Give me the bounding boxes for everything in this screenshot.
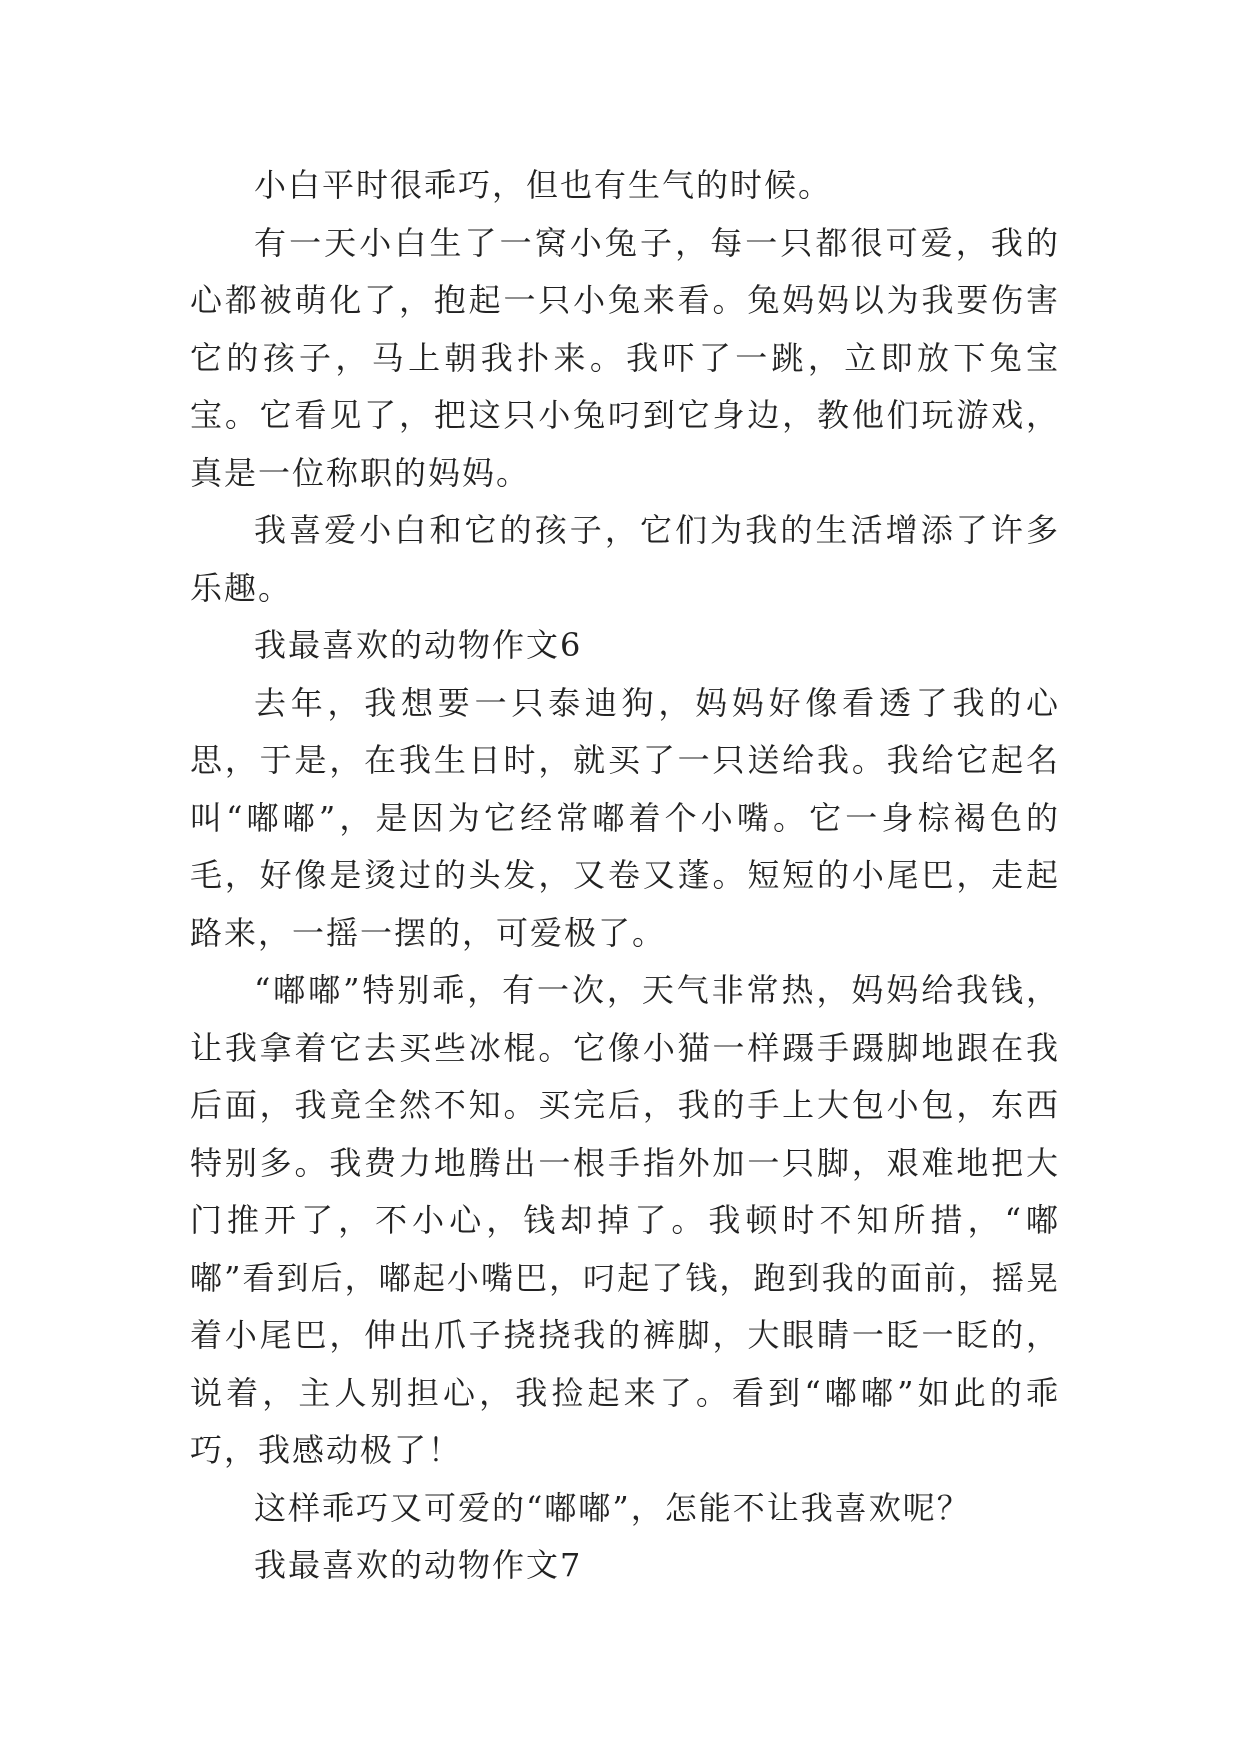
paragraph: 小白平时很乖巧，但也有生气的时候。 <box>254 166 833 204</box>
paragraph: 我喜爱小白和它的孩子，它们为我的生活增添了许多乐趣。 <box>190 511 1060 607</box>
paragraph: “嘟嘟”特别乖，有一次，天气非常热，妈妈给我钱，让我拿着它去买些冰棍。它像小猫一样蹑手蹑脚地跟在我后面，我竟全然不知。买完后，我的手上大包小包，东西特别多。我费力地腾出一根手指外加一只脚，艰难地把大门推开了，不小心，钱却掉了。我顿时不知所措，“嘟嘟”看到后，嘟起小嘴巴，叼起了钱，跑到我的面前，摇晃着小尾巴，伸出爪子挠挠我的裤脚，大眼睛一眨一眨的，说着，主人别担心，我捡起来了。看到“嘟嘟”如此的乖巧，我感动极了！ <box>190 971 1060 1469</box>
paragraph: 有一天小白生了一窝小兔子，每一只都很可爱，我的心都被萌化了，抱起一只小兔来看。兔妈妈以为我要伤害它的孩子，马上朝我扑来。我吓了一跳，立即放下兔宝宝。它看见了，把这只小兔叼到它身边，教他们玩游戏，真是一位称职的妈妈。 <box>190 223 1060 492</box>
section-heading: 我最喜欢的动物作文6 <box>254 626 583 664</box>
paragraph: 这样乖巧又可爱的“嘟嘟”，怎能不让我喜欢呢？ <box>254 1488 971 1527</box>
section-heading: 我最喜欢的动物作文7 <box>254 1546 583 1584</box>
document-body <box>190 157 1060 1595</box>
paragraph: 去年，我想要一只泰迪狗，妈妈好像看透了我的心思，于是，在我生日时，就买了一只送给我。我给它起名叫“嘟嘟”，是因为它经常嘟着个小嘴。它一身棕褐色的毛，好像是烫过的头发，又卷又蓬。短短的小尾巴，走起路来，一摇一摆的，可爱极了。 <box>190 683 1060 952</box>
